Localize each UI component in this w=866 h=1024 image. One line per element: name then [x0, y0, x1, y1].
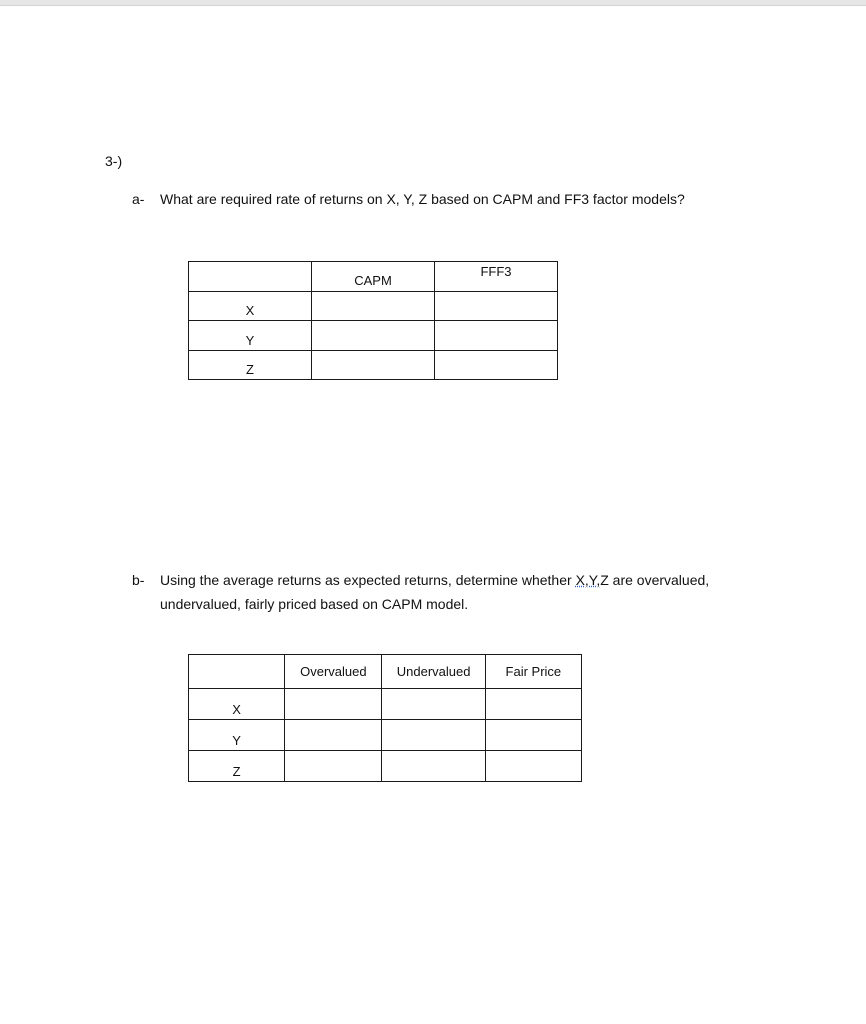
cell-z-undervalued[interactable] — [382, 751, 485, 782]
part-b-text-start: Using the average returns as expected returns, determine whether — [160, 572, 576, 588]
header-corner-cell — [189, 262, 312, 292]
part-b-question — [160, 568, 780, 616]
cell-z-fair-price[interactable] — [485, 751, 581, 782]
cell-y-fair-price[interactable] — [485, 720, 581, 751]
table-header-row — [189, 655, 582, 689]
row-label-x: X — [189, 689, 285, 720]
cell-y-overvalued[interactable] — [285, 720, 382, 751]
cell-y-undervalued[interactable] — [382, 720, 485, 751]
row-label-z: Z — [189, 751, 285, 782]
table-row — [189, 751, 582, 782]
question-number: 3-) — [105, 153, 123, 169]
header-capm: CAPM — [312, 262, 435, 292]
top-border — [0, 0, 866, 6]
row-label-y: Y — [189, 321, 312, 351]
part-b-marker: b- — [132, 572, 145, 588]
table-valuation — [188, 654, 582, 782]
table-header-row — [189, 262, 558, 292]
cell-x-overvalued[interactable] — [285, 689, 382, 720]
cell-x-capm[interactable] — [312, 291, 435, 321]
row-label-z: Z — [189, 350, 312, 380]
cell-x-fair-price[interactable] — [485, 689, 581, 720]
cell-y-capm[interactable] — [312, 321, 435, 351]
part-a-marker: a- — [132, 191, 145, 207]
table-row — [189, 720, 582, 751]
table-row — [189, 291, 558, 321]
part-b-text-end: Z are overvalued, undervalued, fairly priced based on CAPM model. — [160, 572, 710, 612]
row-label-x: X — [189, 291, 312, 321]
table-required-returns — [188, 261, 558, 380]
part-b-text-underlined: X,Y, — [575, 572, 601, 588]
cell-z-fff3[interactable] — [435, 350, 558, 380]
header-fff3: FFF3 — [435, 262, 558, 292]
header-undervalued: Undervalued — [382, 655, 485, 689]
cell-y-fff3[interactable] — [435, 321, 558, 351]
table-row — [189, 321, 558, 351]
header-corner-cell — [189, 655, 285, 689]
cell-x-fff3[interactable] — [435, 291, 558, 321]
part-a-question: What are required rate of returns on X, Y, Z based on CAPM and FF3 factor models? — [160, 191, 685, 207]
header-overvalued: Overvalued — [285, 655, 382, 689]
row-label-y: Y — [189, 720, 285, 751]
cell-z-capm[interactable] — [312, 350, 435, 380]
table-row — [189, 689, 582, 720]
table-row — [189, 350, 558, 380]
cell-z-overvalued[interactable] — [285, 751, 382, 782]
header-fair-price: Fair Price — [485, 655, 581, 689]
cell-x-undervalued[interactable] — [382, 689, 485, 720]
